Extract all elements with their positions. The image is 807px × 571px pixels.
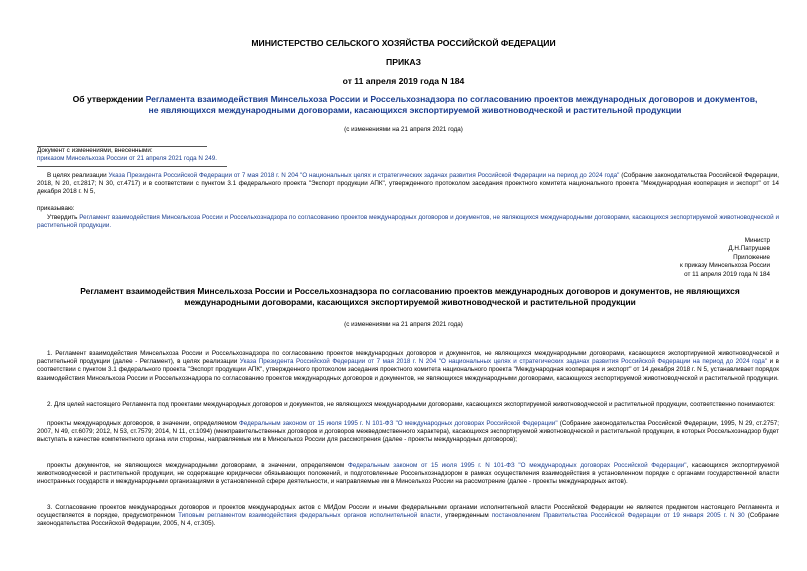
regulation-edits-note: (с изменениями на 21 апреля 2021 года) — [344, 321, 463, 328]
order-word: приказываю: — [37, 205, 75, 212]
paragraph-text: проекты документов, не являющихся международными договорами, в значении, определяемом — [47, 462, 348, 469]
approve-paragraph — [37, 214, 779, 230]
regulation-link[interactable]: Регламент взаимодействия Минсельхоза России и Россельхознадзора по согласованию проектов международных договоров и документов, не являющихся международными договорами, касающихся экспортируемой животноводческой и растительной продукции. — [37, 214, 779, 230]
approve-text: Утвердить — [47, 214, 80, 221]
signer-position: Министр — [744, 237, 770, 244]
edits-note: (с изменениями на 21 апреля 2021 года) — [344, 126, 463, 133]
doc-changes-link[interactable]: приказом Минсельхоза России от 21 апреля 2021 года N 249. — [37, 155, 217, 162]
signer-name: Д.Н.Патрушев — [728, 245, 770, 253]
paragraph-text: , касающихся экспортируемой животноводческой и растительной продукции, не содержащие юридически обязывающих положений, и подготовленные Россельхознадзором в рамках осуществления взаимодействия в установленном порядке с органами государственной власти иностранных государств и международными организациями в установленной сфере деятельности, и направляемые им в Минсельхоз России на рассмотрение (далее - проекты международных актов). — [37, 462, 779, 486]
order-title-link[interactable]: Регламента взаимодействия Минсельхоза России и Россельхознадзора по согласованию проектов международных договоров и документов, не являющихся международными договорами, касающихся экспортируемой животноводческой и растительной продукции — [145, 94, 758, 115]
signature-block — [680, 237, 770, 279]
preamble-paragraph — [37, 172, 779, 197]
paragraph-text: (Собрание законодательства Российской Федерации, 2005, N 4, ст.305). — [37, 512, 779, 528]
document-type: ПРИКАЗ — [386, 57, 421, 67]
typical-regulation-link[interactable]: Типовым регламентом взаимодействия федеральных органов исполнительной власти — [178, 512, 441, 520]
order-title — [70, 94, 760, 116]
presidential-decree-link[interactable]: Указа Президента Российской Федерации от 7 мая 2018 г. N 204 "О национальных целях и стратегических задачах развития Российской Федерации на период до 2024 года" — [108, 172, 620, 179]
federal-law-link[interactable]: Федеральным законом от 15 июля 1995 г. N 101-ФЗ "О международных договорах Российской Федерации" — [347, 462, 687, 469]
appendix-date-number: от 11 апреля 2019 года N 184 — [684, 270, 770, 278]
preamble-text: В целях реализации — [47, 172, 109, 179]
regulation-paragraph-5 — [37, 504, 779, 529]
presidential-decree-link[interactable]: Указа Президента Российской Федерации от 7 мая 2018 г. N 204 "О национальных целях и стратегических задачах развития Российской Федерации на период до 2024 года" — [239, 358, 768, 366]
ministry-name: МИНИСТЕРСТВО СЕЛЬСКОГО ХОЗЯЙСТВА РОССИЙСКОЙ ФЕДЕРАЦИИ — [251, 38, 556, 48]
paragraph-text: (Собрание законодательства Российской Федерации, 1995, N 29, ст.2757; 2007, N 49, ст.6079; 2012, N 53, ст.7579; 2014, N 11, ст.1094) (межправительственных договоров и договоров межведомственного характера), касающихся экспортируемой животноводческой и растительной продукции, в которых Россельхознадзор будет выступать в качестве компетентного органа или стороны, направляемые им в Минсельхоз России для рассмотрения (далее - проекты международных договоров); — [37, 420, 779, 444]
regulation-paragraph-2: 2. Для целей настоящего Регламента под проектами международных договоров и документов, не являющихся международными договорами, касающихся экспортируемой животноводческой и растительной продукции, соответственно понимаются: — [47, 401, 775, 408]
regulation-paragraph-1 — [37, 350, 779, 383]
doc-changes-box — [37, 144, 232, 167]
paragraph-text: , утвержденным — [440, 512, 492, 520]
doc-changes-label: Документ с изменениями, внесенными: — [37, 147, 153, 154]
paragraph-text: и в соответствии с пунктом 3.1 федерального проекта "Экспорт продукции АПК", утвержденного протоколом заседания проектного комитета национального проекта "Международная кооперация и экспорт" от 14 декабря 2018 г. N 5, устанавливает порядок взаимодействия Минсельхоза России и Россельхознадзора по согласованию проектов международных договоров и документов, не являющихся международными договорами, касающихся экспортируемой животноводческой и растительной продукции. — [37, 358, 779, 382]
appendix-label: Приложение — [733, 253, 770, 261]
divider — [37, 166, 227, 167]
federal-law-link[interactable]: Федеральным законом от 15 июля 1995 г. N 101-ФЗ "О международных договорах Российской Федерации" — [238, 420, 558, 427]
regulation-title: Регламент взаимодействия Минсельхоза России и Россельхознадзора по согласованию проектов международных договоров и документов, не являющихся международными договорами, касающихся экспортируемой животноводческой и растительной продукции — [80, 286, 740, 307]
order-title-prefix: Об утверждении — [72, 94, 146, 104]
paragraph-text: проекты международных договоров, в значении, определяемом — [47, 420, 239, 427]
government-resolution-link[interactable]: постановлением Правительства Российской Федерации от 19 января 2005 г. N 30 — [491, 512, 745, 520]
order-date-number: от 11 апреля 2019 года N 184 — [342, 76, 465, 86]
preamble-text: (Собрание законодательства Российской Федерации, 2018, N 20, ст.2817; N 30, ст.4717) и в соответствии с пунктом 3.1 федерального проекта "Экспорт продукции АПК", утвержденного протоколом заседания проектного комитета национального проекта "Международная кооперация и экспорт" от 14 декабря 2018 г. N 5, — [37, 172, 779, 196]
paragraph-text: 3. Согласование проектов международных договоров и проектов международных актов с МИДом России и иными федеральными органами исполнительной власти Российской Федерации не является предметом настоящего Регламента и осуществляется в порядке, предусмотренном — [37, 504, 779, 520]
appendix-to-order: к приказу Минсельхоза России — [679, 262, 770, 270]
paragraph-text: 1. Регламент взаимодействия Минсельхоза России и Россельхознадзора по согласованию проектов международных договоров и документов, не являющихся международными договорами, касающихся экспортируемой животноводческой и растительной продукции (далее - Регламент), в целях реализации — [37, 350, 779, 366]
regulation-paragraph-3 — [37, 420, 779, 445]
regulation-paragraph-4 — [37, 462, 779, 487]
